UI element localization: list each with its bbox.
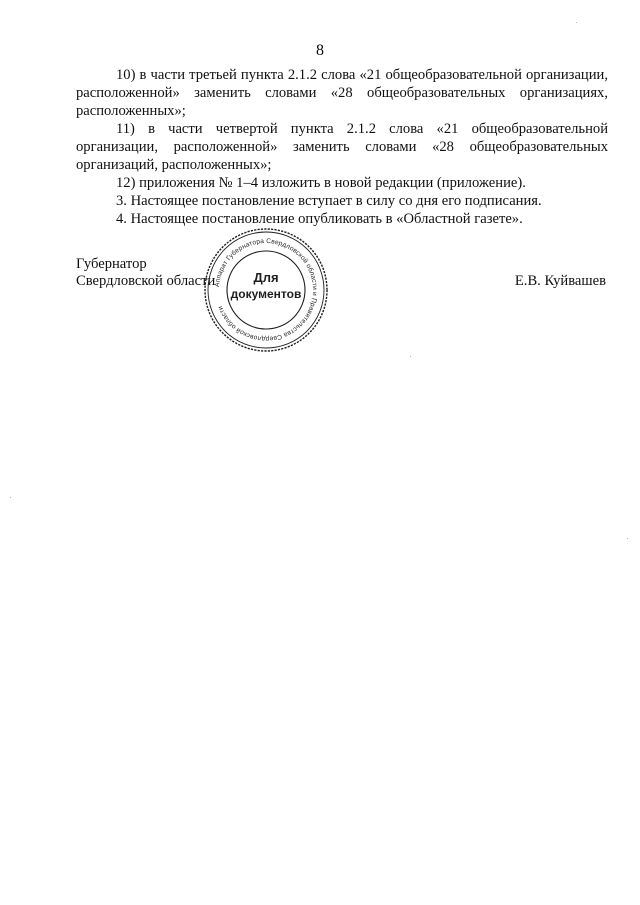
stamp-ring-text: Аппарат Губернатора Свердловской области и Правительства Свердловской области	[214, 237, 319, 343]
signatory-name: Е.В. Куйвашев	[514, 273, 606, 289]
stamp-center-line1: Для	[253, 270, 279, 285]
paragraph-effective-date: 3. Настоящее постановление вступает в силу со дня его подписания.	[116, 193, 542, 209]
stamp-center-line2: документов	[230, 287, 302, 301]
stamp-graphic	[202, 226, 330, 354]
signatory-title-line1: Губернатор	[76, 256, 147, 272]
scan-speck	[576, 22, 577, 23]
paragraph-item-12: 12) приложения № 1–4 изложить в новой редакции (приложение).	[116, 175, 526, 191]
signatory-title	[76, 256, 215, 290]
paragraph-publication: 4. Настоящее постановление опубликовать в «Областной газете».	[116, 211, 523, 227]
scan-speck	[410, 356, 411, 357]
paragraph-item-10: 10) в части третьей пункта 2.1.2 слова «21 общеобразовательной организации, расположенной» заменить словами «28 общеобразовательных организациях, расположенных»;	[76, 67, 608, 119]
scan-speck	[627, 538, 628, 539]
page-number: 8	[316, 42, 324, 59]
document-body	[76, 66, 608, 228]
scan-speck	[10, 497, 11, 498]
paragraph-item-11: 11) в части четвертой пункта 2.1.2 слова «21 общеобразовательной организации, расположенной» заменить словами «28 общеобразовательных организаций, расположенных»;	[76, 121, 608, 173]
signatory-title-line2: Свердловской области	[76, 273, 216, 289]
official-stamp-seal	[202, 226, 330, 354]
